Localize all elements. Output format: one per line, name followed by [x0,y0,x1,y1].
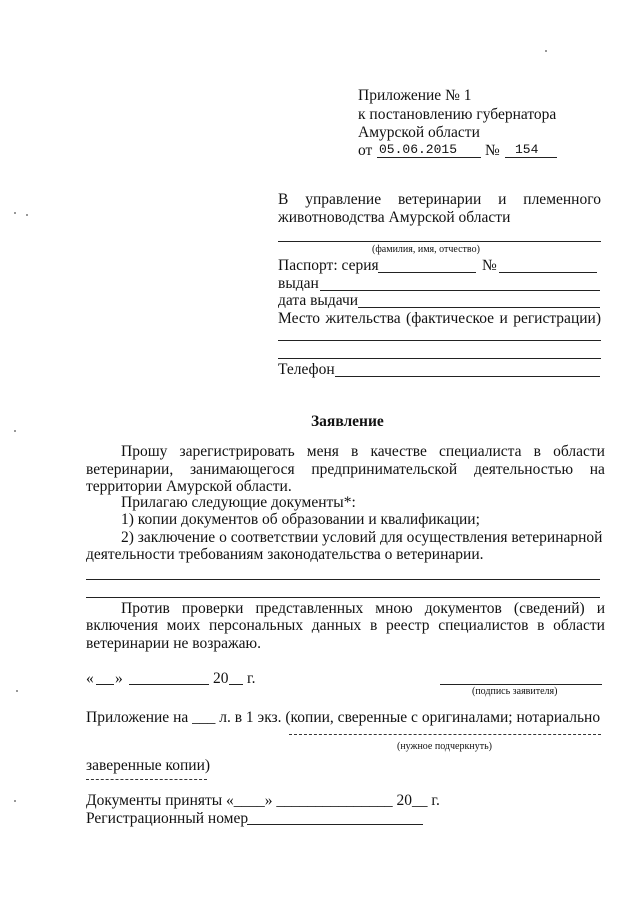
passport-label: Паспорт: серия [278,257,379,274]
word: проверки [181,600,244,617]
sign-year-field[interactable] [229,684,243,685]
year-suffix: г. [247,670,256,687]
word: специалиста [439,443,522,460]
word: меня [306,443,339,460]
attachment-item-2-line-1: 2) заключение о соответствии условий для осуществления ветеринарной [121,529,603,546]
sign-month-field[interactable] [129,684,209,685]
word: документов [424,600,502,617]
word: данных [311,617,362,634]
word: мною [375,600,413,617]
word: зарегистрировать [179,443,295,460]
consent-line-2 [86,617,605,635]
statement-title: Заявление [311,413,384,430]
word: представленных [255,600,364,617]
registration-number-field[interactable] [247,824,423,825]
word: (сведений) [513,600,585,617]
residence-label [278,310,601,328]
word: деятельностью [473,461,574,478]
word: В [278,191,289,208]
residence-field-1[interactable] [278,340,601,341]
word: качестве [370,443,427,460]
appendix-region: Амурской области [358,124,480,141]
attachment-tail-underline [86,779,207,780]
scan-speck [14,212,16,214]
word: области [553,443,605,460]
word: Против [121,600,170,617]
phone-label: Телефон [278,361,335,378]
word: персональных [208,617,304,634]
word: в [533,443,541,460]
appendix-number-label: № [485,142,500,159]
consent-line-1 [121,600,605,618]
word: ветеринарии, [86,461,174,478]
request-line-1 [121,443,605,461]
appendix-title: Приложение № 1 [358,87,472,104]
date-open-quote: « [86,670,94,687]
scan-speck [14,430,16,432]
word: Прошу [121,443,168,460]
word: реестр [386,617,430,634]
word: ветеринарии [397,191,482,208]
word: жительства [325,310,401,327]
word: и [596,600,605,617]
scan-speck [545,50,547,52]
documents-accepted-line: Документы приняты «____» _______________ 20__ г. [86,792,440,809]
date-close-quote: » [115,670,123,687]
scan-speck [16,690,18,692]
addressee-line-2: животноводства Амурской области [278,209,511,226]
signature-caption: (подпись заявителя) [472,686,558,697]
attachment-count-line: Приложение на ___ л. в 1 экз. (копии, сверенные с оригиналами; нотариально [86,709,601,726]
word: в [370,617,378,634]
passport-series-field[interactable] [378,272,476,273]
number-underline [505,157,557,158]
passport-number-label: № [482,257,497,274]
word: занимающегося [189,461,295,478]
scan-speck [14,800,16,802]
residence-field-2[interactable] [278,358,601,359]
attachment-tail: заверенные копии) [86,757,211,774]
word: и [498,191,507,208]
issue-date-label: дата выдачи [278,292,359,309]
word: моих [166,617,201,634]
word: предпринимательской [311,461,458,478]
attachment-item-1: 1) копии документов об образовании и квалификации; [121,511,480,528]
word: (фактическое [406,310,495,327]
word: области [553,617,605,634]
sign-day-field[interactable] [96,684,114,685]
attachment-choice-line [289,734,601,735]
word: регистрации) [513,310,601,327]
word: управление [305,191,382,208]
issue-date-field[interactable] [358,307,600,308]
year-prefix: 20 [213,670,229,687]
date-underline [377,157,481,158]
issued-label: выдан [278,275,319,292]
extra-document-field-1[interactable] [86,579,600,580]
word: Место [278,310,321,327]
applicant-signature-field[interactable] [440,684,602,685]
word: в [537,617,545,634]
word: специалистов [438,617,529,634]
fio-caption: (фамилия, имя, отчество) [372,244,480,255]
attachment-item-2-line-2: деятельности требованиям законодательства о ветеринарии. [86,546,484,563]
word: племенного [523,191,601,208]
consent-line-3: ветеринарии не возражаю. [86,635,262,652]
underline-instruction: (нужное подчеркнуть) [397,741,492,752]
issued-field[interactable] [320,290,600,291]
fio-field-line[interactable] [278,241,601,242]
request-line-3: территории Амурской области. [86,478,292,495]
attachments-intro: Прилагаю следующие документы*: [121,494,356,511]
extra-document-field-2[interactable] [86,597,600,598]
phone-field[interactable] [335,376,600,377]
word: и [499,310,508,327]
appendix-number: 154 [515,142,539,157]
request-line-2 [86,461,605,479]
appendix-from-label: от [358,142,373,159]
word: включения [86,617,158,634]
passport-number-field[interactable] [499,272,597,273]
addressee-line-1 [278,191,601,209]
word: на [589,461,605,478]
scan-speck [26,214,28,216]
registration-number-label: Регистрационный номер [86,810,249,827]
appendix-date: 05.06.2015 [379,142,458,157]
word: в [351,443,359,460]
appendix-decree: к постановлению губернатора [358,106,557,123]
